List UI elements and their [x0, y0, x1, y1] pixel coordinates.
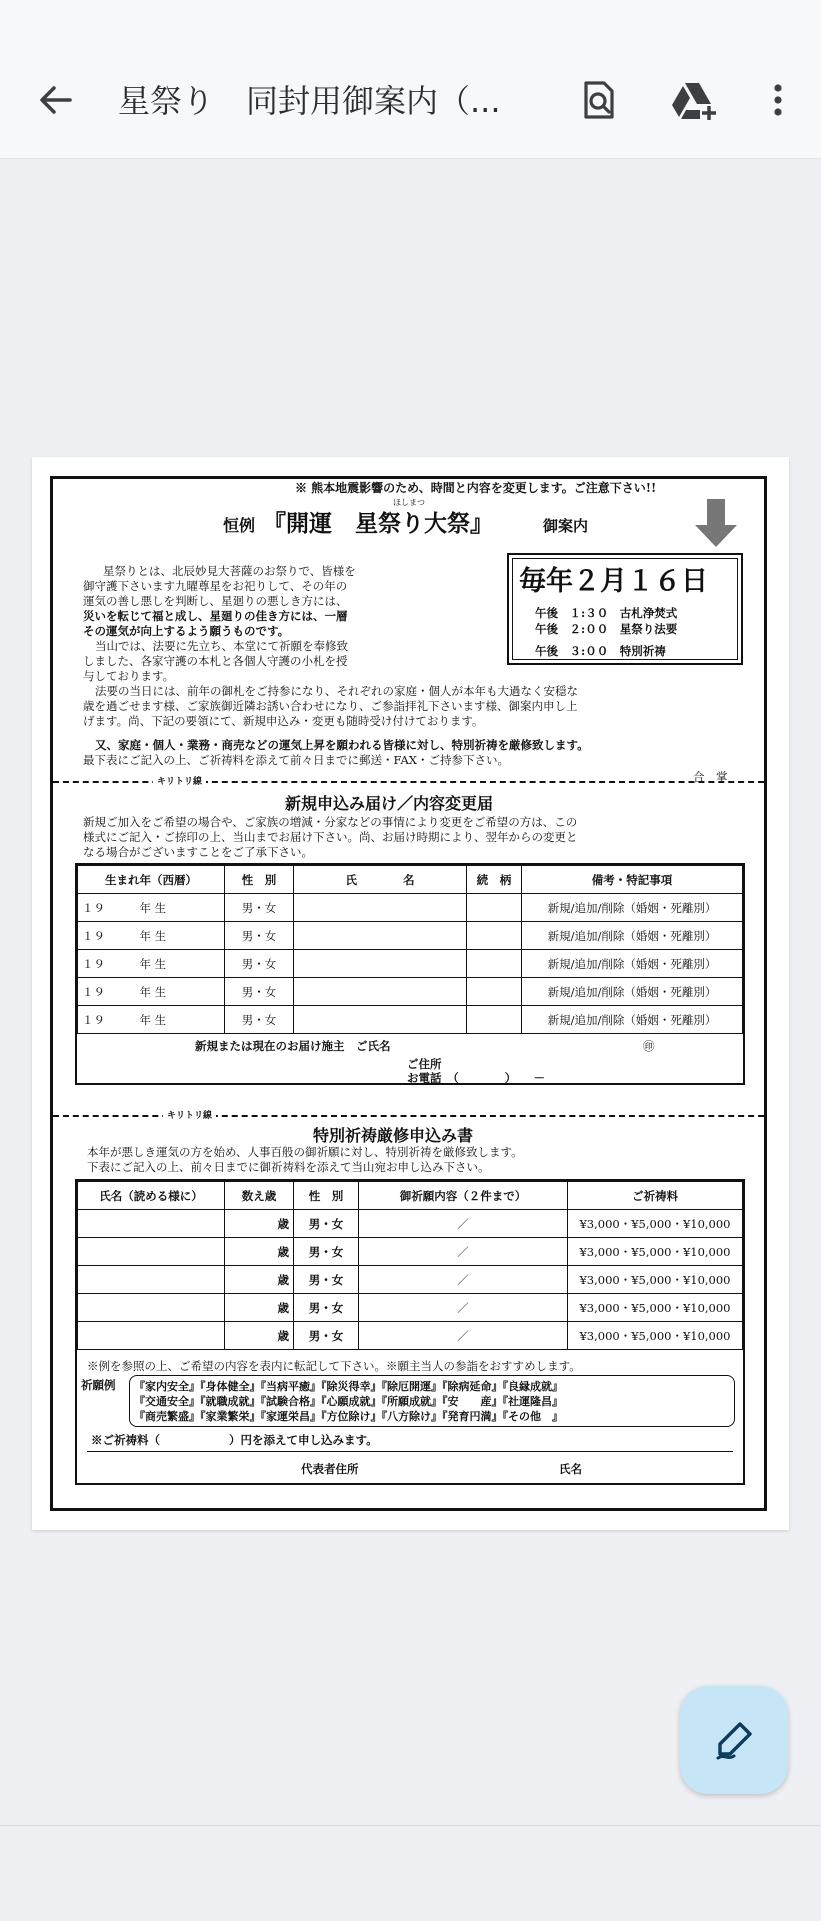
table-row	[78, 1322, 743, 1350]
name-cell[interactable]	[78, 1322, 225, 1350]
form1-desc-line: 様式にご記入・ご捺印の上、当山までお届け下さい。尚、お届け時期により、翌年からの変更と	[83, 830, 578, 844]
add-to-drive-icon[interactable]	[670, 78, 714, 122]
name-cell[interactable]	[78, 1266, 225, 1294]
relation-cell[interactable]	[467, 1006, 522, 1034]
examples-label: 祈願例	[81, 1378, 116, 1392]
age-cell[interactable]: 歳	[225, 1322, 294, 1350]
search-in-document-icon[interactable]	[577, 78, 621, 122]
down-arrow-icon	[695, 499, 737, 551]
gender-cell[interactable]: 男・女	[225, 978, 294, 1006]
prayer-content-cell[interactable]: ／	[359, 1266, 568, 1294]
birth-year-cell[interactable]: １９ 年 生	[78, 978, 225, 1006]
gender-cell[interactable]: 男・女	[294, 1294, 359, 1322]
more-vert-icon[interactable]	[756, 78, 800, 122]
form1-table	[77, 865, 743, 1034]
back-arrow-icon[interactable]	[34, 78, 78, 122]
table-header: 数え歳	[225, 1182, 294, 1210]
example-line: 『家内安全』『身体健全』『当病平癒』『除災得幸』『除厄開運』『除病延命』『良縁成就』	[134, 1380, 563, 1393]
fee-cell[interactable]: ¥3,000・¥5,000・¥10,000	[568, 1210, 743, 1238]
gender-cell[interactable]: 男・女	[225, 950, 294, 978]
relation-cell[interactable]	[467, 894, 522, 922]
rep-name-label: 氏名	[559, 1462, 582, 1476]
name-cell[interactable]	[78, 1294, 225, 1322]
gender-cell[interactable]: 男・女	[225, 1006, 294, 1034]
table-header: 性 別	[294, 1182, 359, 1210]
edit-fab-button[interactable]	[680, 1686, 788, 1794]
form2-note: ※例を参照の上、ご希望の内容を表内に転記して下さい。※願主当人の参詣をおすすめします。	[87, 1359, 581, 1373]
phone-label: お電話 （ ） －	[407, 1071, 545, 1085]
gender-cell[interactable]: 男・女	[225, 922, 294, 950]
table-header-row	[78, 1182, 743, 1210]
gender-cell[interactable]: 男・女	[294, 1322, 359, 1350]
date-box	[507, 553, 743, 665]
table-header: 御祈願内容（２件まで）	[359, 1182, 568, 1210]
header-ruby: ほしまつ	[393, 498, 425, 507]
app-bar	[0, 0, 821, 159]
prayer-content-cell[interactable]: ／	[359, 1238, 568, 1266]
table-row	[78, 922, 743, 950]
age-cell[interactable]: 歳	[225, 1294, 294, 1322]
header-suffix: 御案内	[543, 517, 589, 535]
prayer-content-cell[interactable]: ／	[359, 1210, 568, 1238]
seal-mark: ㊞	[643, 1039, 655, 1053]
address-label: ご住所	[407, 1057, 442, 1071]
table-header: 続 柄	[467, 866, 522, 894]
prayer-content-cell[interactable]: ／	[359, 1294, 568, 1322]
form2-title: 特別祈祷厳修申込み書	[313, 1126, 474, 1145]
form2-desc-line: 下表にご記入の上、前々日までに御祈祷料を添えて当山宛お申し込み下さい。	[87, 1160, 490, 1174]
table-header: 氏名（読める様に）	[78, 1182, 225, 1210]
name-cell[interactable]	[78, 1210, 225, 1238]
examples-box	[129, 1375, 735, 1427]
form1-desc-line: 新規ご加入をご希望の場合や、ご家族の増減・分家などの事情により変更をご希望の方は、この	[83, 815, 578, 829]
intro-line: その運気が向上するよう願うものです。	[83, 624, 290, 638]
paragraph-line: げます。尚、下記の要領にて、新規申込み・変更も随時受け付けております。	[83, 714, 484, 728]
document-frame	[50, 476, 767, 1511]
table-header: 備考・特記事項	[522, 866, 743, 894]
table-row	[78, 1266, 743, 1294]
paragraph-line: 又、家庭・個人・業務・商売などの運気上昇を願われる皆様に対し、特別祈祷を厳修致します。	[95, 738, 589, 752]
intro-line: しました、各家守護の本札と各個人守護の小札を授	[83, 654, 348, 668]
date-line-2: 午後 ２:００ 星祭り法要	[535, 622, 678, 636]
birth-year-cell[interactable]: １９ 年 生	[78, 922, 225, 950]
gender-cell[interactable]: 男・女	[294, 1210, 359, 1238]
remarks-cell[interactable]: 新規/追加/削除（婚姻・死離別）	[522, 894, 743, 922]
relation-cell[interactable]	[467, 978, 522, 1006]
intro-line: 運気の善し悪しを判断し、星廻りの悪しき方には、	[83, 594, 348, 608]
birth-year-cell[interactable]: １９ 年 生	[78, 950, 225, 978]
table-header-row	[78, 866, 743, 894]
intro-line: 与しております。	[83, 669, 175, 683]
name-cell[interactable]	[294, 922, 467, 950]
paragraph-line: 歳を過ごせます様、ご家族御近隣お誘い合わせになり、ご参詣拝礼下さいます様、御案内申し上	[83, 699, 578, 713]
intro-line: 災いを転じて福と成し、星廻りの佳き方には、一層	[83, 609, 348, 623]
name-cell[interactable]	[78, 1238, 225, 1266]
example-line: 『商売繁盛』『家業繁栄』『家運栄昌』『方位除け』『八方除け』『発育円満』『その他 』	[134, 1410, 563, 1423]
gassho-text: 合 掌	[693, 770, 728, 784]
gender-cell[interactable]: 男・女	[225, 894, 294, 922]
name-cell[interactable]	[294, 894, 467, 922]
remarks-cell[interactable]: 新規/追加/削除（婚姻・死離別）	[522, 922, 743, 950]
birth-year-cell[interactable]: １９ 年 生	[78, 894, 225, 922]
table-row	[78, 1006, 743, 1034]
name-cell[interactable]	[294, 950, 467, 978]
cut-line	[53, 1115, 764, 1117]
form2-table	[77, 1181, 743, 1350]
form1-desc-line: なる場合がございますことをご了承下さい。	[83, 845, 313, 859]
table-row	[78, 950, 743, 978]
paragraph-line: 法要の当日には、前年の御札をご持参になり、それぞれの家庭・個人が本年も大過なく安穏な	[95, 684, 578, 698]
form2-box	[75, 1179, 745, 1485]
age-cell[interactable]: 歳	[225, 1238, 294, 1266]
gender-cell[interactable]: 男・女	[294, 1266, 359, 1294]
intro-line: 御守護下さいます九曜尊星をお祀りして、その年の	[83, 579, 348, 593]
fee-cell[interactable]: ¥3,000・¥5,000・¥10,000	[568, 1294, 743, 1322]
fee-cell[interactable]: ¥3,000・¥5,000・¥10,000	[568, 1266, 743, 1294]
form1-title: 新規申込み届け／内容変更届	[285, 794, 494, 813]
gender-cell[interactable]: 男・女	[294, 1238, 359, 1266]
applicant-label: 新規または現在のお届け施主 ご氏名	[195, 1039, 391, 1053]
relation-cell[interactable]	[467, 922, 522, 950]
document-page	[32, 457, 789, 1530]
system-navigation-bar	[0, 1825, 821, 1921]
table-row	[78, 1210, 743, 1238]
table-row	[78, 978, 743, 1006]
table-row	[78, 1238, 743, 1266]
paragraph-line: 最下表にご記入の上、ご祈祷料を添えて前々日までに郵送・FAX・ご持参下さい。	[83, 753, 509, 767]
header-title: 『開運 星祭り大祭』	[263, 510, 493, 537]
age-cell[interactable]: 歳	[225, 1210, 294, 1238]
cut-label: キリトリ線	[153, 774, 206, 787]
table-header: 生まれ年（西暦）	[78, 866, 225, 894]
remarks-cell[interactable]: 新規/追加/削除（婚姻・死離別）	[522, 1006, 743, 1034]
fee-cell[interactable]: ¥3,000・¥5,000・¥10,000	[568, 1238, 743, 1266]
form2-desc-line: 本年が悪しき運気の方を始め、人事百般の御祈願に対し、特別祈祷を厳修致します。	[87, 1145, 523, 1159]
date-line-3: 午後 ３:００ 特別祈祷	[535, 644, 666, 658]
remarks-cell[interactable]: 新規/追加/削除（婚姻・死離別）	[522, 950, 743, 978]
intro-line: 当山では、法要に先立ち、本堂にて祈願を奉修致	[95, 639, 348, 653]
header-prefix: 恒例	[223, 516, 256, 535]
age-cell[interactable]: 歳	[225, 1266, 294, 1294]
table-header: 性 別	[225, 866, 294, 894]
cut-label: キリトリ線	[163, 1108, 216, 1121]
name-cell[interactable]	[294, 1006, 467, 1034]
name-cell[interactable]	[294, 978, 467, 1006]
table-row	[78, 894, 743, 922]
edit-pen-icon	[710, 1716, 758, 1768]
table-row	[78, 1294, 743, 1322]
fee-cell[interactable]: ¥3,000・¥5,000・¥10,000	[568, 1322, 743, 1350]
date-line-1: 午後 １:３０ 古札浄焚式	[535, 606, 678, 620]
remarks-cell[interactable]: 新規/追加/削除（婚姻・死離別）	[522, 978, 743, 1006]
relation-cell[interactable]	[467, 950, 522, 978]
notice-text: ※ 熊本地震影響のため、時間と内容を変更します。ご注意下さい!!	[295, 481, 657, 495]
birth-year-cell[interactable]: １９ 年 生	[78, 1006, 225, 1034]
intro-line: 星祭りとは、北辰妙見大菩薩のお祭りで、皆様を	[103, 564, 356, 578]
prayer-content-cell[interactable]: ／	[359, 1322, 568, 1350]
document-title: 星祭り 同封用御案内（...	[118, 82, 501, 120]
example-line: 『交通安全』『就職成就』『試験合格』『心願成就』『所願成就』『安 産』『社運隆昌』	[134, 1395, 563, 1408]
fee-line: ※ご祈祷料（ ）円を添えて申し込みます。	[91, 1433, 378, 1447]
rep-address-label: 代表者住所	[301, 1462, 359, 1476]
form1-box	[75, 863, 745, 1085]
date-main: 毎年２月１６日	[519, 566, 708, 597]
table-header: ご祈祷料	[568, 1182, 743, 1210]
table-header: 氏 名	[294, 866, 467, 894]
divider	[87, 1451, 733, 1452]
